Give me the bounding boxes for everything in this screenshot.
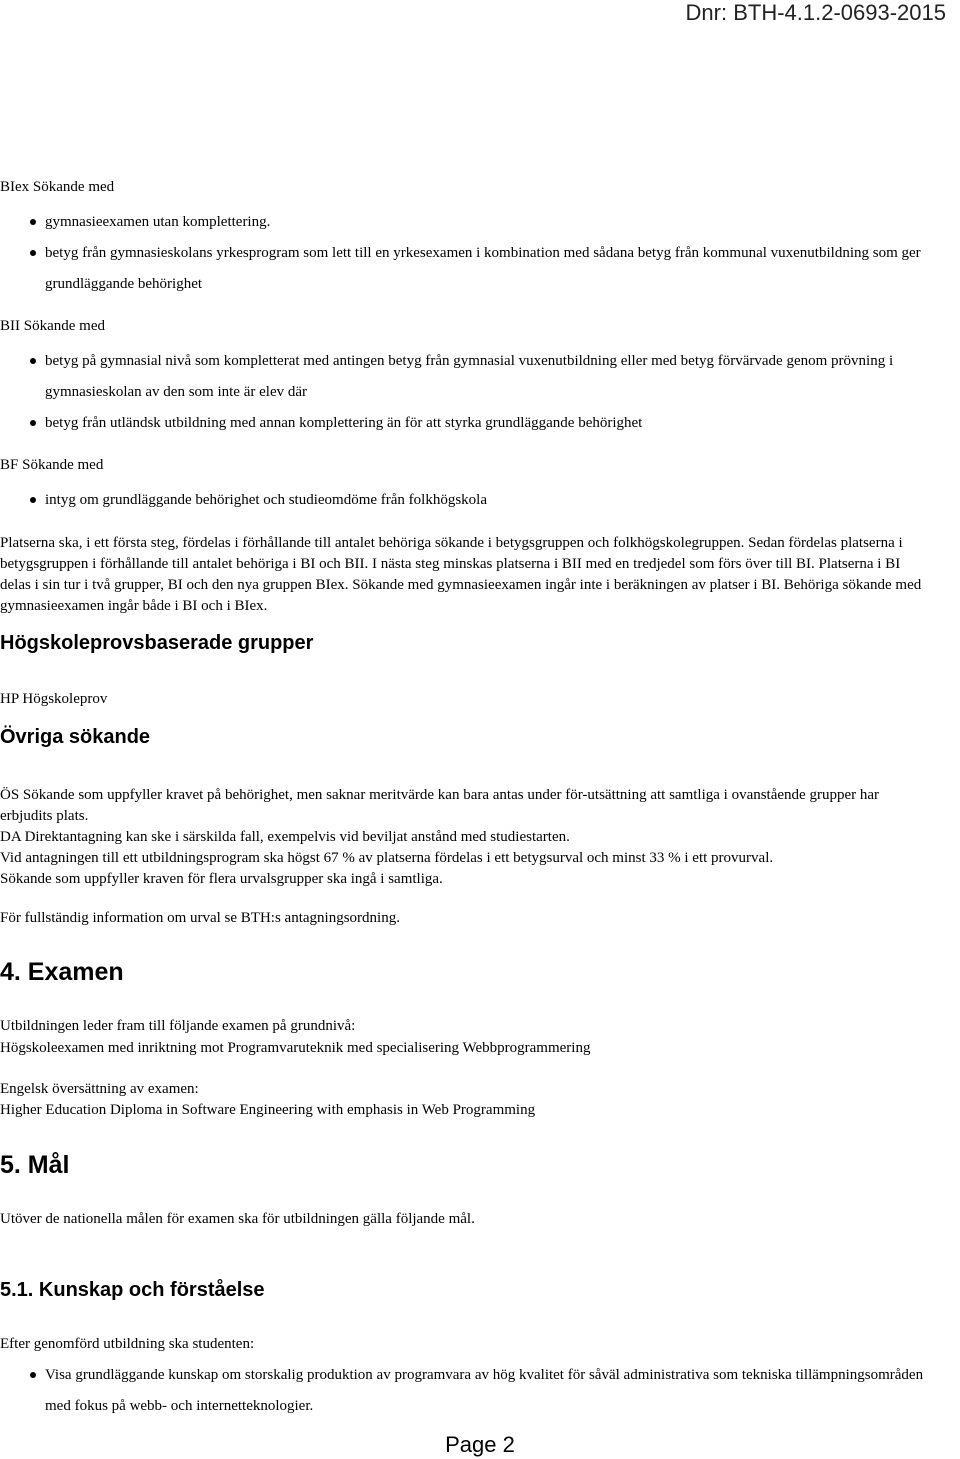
list-item: Visa grundläggande kunskap om storskalig produktion av programvara av hög kvalitet för såväl administrativa som tekniska tillämpningsområden med fokus på webb- och internetteknologier.: [0, 1360, 930, 1422]
goals-text: Utöver de nationella målen för examen ska för utbildningen gälla följande mål.: [0, 1211, 475, 1227]
other-line-da: DA Direktantagning kan ske i särskilda fall, exempelvis vid beviljat anstånd med studiestarten.: [0, 829, 570, 845]
list-item: gymnasieexamen utan komplettering.: [0, 207, 930, 238]
allocation-paragraph: Platserna ska, i ett första steg, fördelas i förhållande till antalet behöriga sökande i betygsgruppen och folkhögskolegruppen. Sedan fördelas platserna i betygsgruppen i förhållande till antalet behöriga i BI och BII. I nästa steg minskas platserna i BII med en tredjedel som förs över till BI. Platserna i BI delas i sin tur i två grupper, BI och den nya gruppen BIex. Sökande med gymnasieexamen ingår inte i beräkningen av platser i BI. Behöriga sökande med gymnasieexamen ingår både i BI och i BIex.: [0, 535, 922, 614]
group-bf-list: [0, 485, 930, 516]
group-bf-title: BF Sökande med: [0, 457, 104, 473]
exam-translation-label: Engelsk översättning av examen:: [0, 1081, 199, 1097]
other-heading: Övriga sökande: [0, 726, 151, 748]
other-line-multiple: Sökande som uppfyller kraven för flera urvalsgrupper ska ingå i samtliga.: [0, 871, 443, 887]
exam-degree: Högskoleexamen med inriktning mot Programvaruteknik med specialisering Webbprogrammering: [0, 1040, 591, 1056]
exam-heading: 4. Examen: [0, 958, 124, 986]
other-line-quota: Vid antagningen till ett utbildningsprogram ska högst 67 % av platserna fördelas i ett betygsurval och minst 33 % i ett provurval.: [0, 850, 774, 866]
knowledge-intro: Efter genomförd utbildning ska studenten:: [0, 1336, 255, 1352]
hp-heading: Högskoleprovsbaserade grupper: [0, 632, 314, 654]
knowledge-heading: 5.1. Kunskap och förståelse: [0, 1279, 265, 1301]
other-line-os: ÖS Sökande som uppfyller kravet på behörighet, men saknar meritvärde kan bara antas under för-utsättning att samtliga i ovanstående grupper har erbjudits plats.: [0, 787, 880, 824]
exam-translation: Higher Education Diploma in Software Engineering with emphasis in Web Programming: [0, 1102, 536, 1118]
knowledge-list: [0, 1360, 930, 1422]
goals-heading: 5. Mål: [0, 1151, 70, 1179]
hp-text: HP Högskoleprov: [0, 691, 108, 707]
group-bii-list: [0, 346, 930, 439]
list-item: betyg på gymnasial nivå som kompletterat med antingen betyg från gymnasial vuxenutbildning eller med betyg förvärvade genom prövning i gymnasieskolan av den som inte är elev där: [0, 346, 930, 408]
group-biex-list: [0, 207, 930, 300]
page-number: Page 2: [445, 1432, 515, 1457]
document-number: Dnr: BTH-4.1.2-0693-2015: [685, 0, 946, 25]
list-item: betyg från utländsk utbildning med annan komplettering än för att styrka grundläggande behörighet: [0, 408, 930, 439]
list-item: betyg från gymnasieskolans yrkesprogram som lett till en yrkesexamen i kombination med sådana betyg från kommunal vuxenutbildning som ger grundläggande behörighet: [0, 238, 930, 300]
group-biex-title: BIex Sökande med: [0, 179, 115, 195]
group-bii-title: BII Sökande med: [0, 318, 105, 334]
exam-intro: Utbildningen leder fram till följande examen på grundnivå:: [0, 1018, 356, 1034]
full-info-text: För fullständig information om urval se BTH:s antagningsordning.: [0, 910, 400, 926]
list-item: intyg om grundläggande behörighet och studieomdöme från folkhögskola: [0, 485, 930, 516]
